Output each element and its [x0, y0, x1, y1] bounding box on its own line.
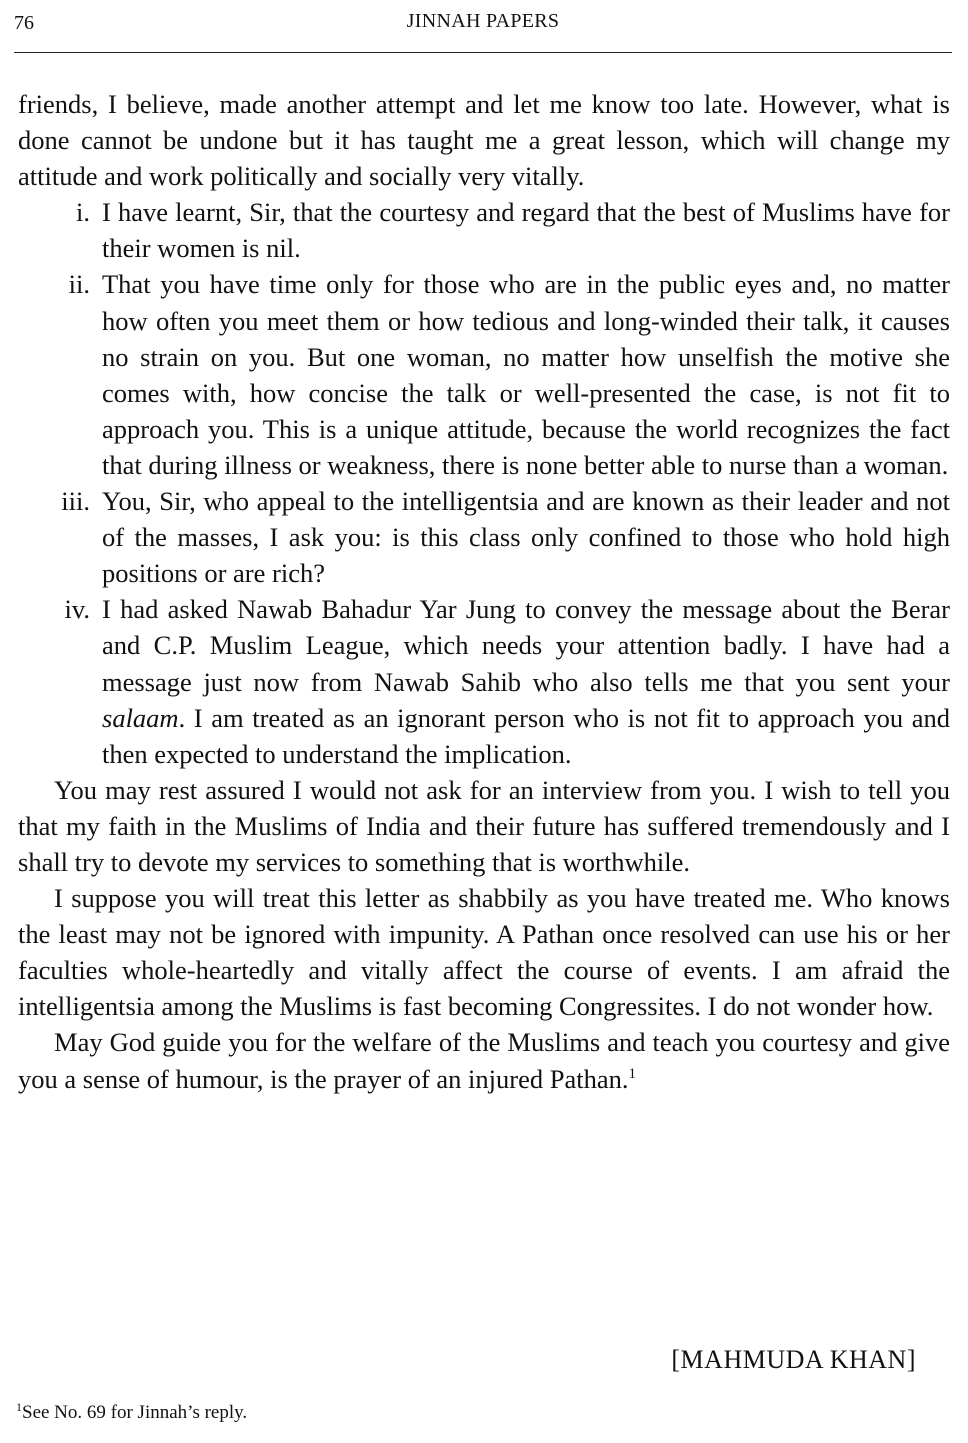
opening-paragraph: friends, I believe, made another attempt and let me know too late. However, what is done cannot be undone but it has taught me a great lesson, which will change my attitude and work politically and socially very vitally.: [18, 89, 950, 192]
list-item-text: I have learnt, Sir, that the courtesy and regard that the best of Muslims have for their women is nil.: [102, 197, 950, 264]
footnote-text: See No. 69 for Jinnah’s reply.: [22, 1402, 248, 1423]
running-head: JINNAH PAPERS: [406, 10, 560, 32]
paragraph: You may rest assured I would not ask for an interview from you. I wish to tell you that my faith in the Muslims of India and their future has suffered tremendously and I shall try to devote my services to something that is worthwhile.: [18, 774, 950, 877]
page-number: 76: [14, 12, 34, 34]
letter-body: [18, 86, 950, 1097]
list-item: [18, 266, 950, 483]
closing-text: May God guide you for the welfare of the Muslims and teach you courtesy and give you a sense of humour, is the prayer of an injured Pathan.: [18, 1027, 950, 1094]
footnote-reference[interactable]: 1: [628, 1065, 636, 1082]
list-item-text-before: I had asked Nawab Bahadur Yar Jung to convey the message about the Berar and C.P. Muslim League, which needs your attention badly. I have had a message just now from Nawab Sahib who also tells me that you sent your: [102, 594, 950, 697]
closing-paragraph: [18, 1024, 950, 1096]
header-rule: [14, 52, 952, 53]
signature: [MAHMUDA KHAN]: [671, 1345, 916, 1374]
list-item: [18, 483, 950, 591]
list-marker: ii.: [68, 269, 90, 300]
list-item-text: That you have time only for those who are in the public eyes and, no matter how often you meet them or how tedious and long-winded their talk, it causes no strain on you. But one woman, no matter how unselfish the motive she comes with, how concise the talk or well-presented the case, is not fit to approach you. This is a unique attitude, because the world recognizes the fact that during illness or weakness, there is none better able to nurse than a woman.: [102, 269, 950, 480]
list-marker: i.: [76, 197, 90, 228]
list-item-text: You, Sir, who appeal to the intelligentsia and are known as their leader and not of the masses, I ask you: is this class only confined to those who hold high positions or are rich?: [102, 486, 950, 589]
list-item-text-after: . I am treated as an ignorant person who is not fit to approach you and then expected to understand the implication.: [102, 702, 950, 769]
numbered-list: [18, 194, 950, 772]
footnote: [16, 1402, 247, 1424]
footnote-mark: 1: [16, 1400, 22, 1414]
list-item: [18, 194, 950, 266]
italic-word: salaam: [102, 702, 179, 733]
paragraph: I suppose you will treat this letter as shabbily as you have treated me. Who knows the least may not be ignored with impunity. A Pathan once resolved can use his or her faculties whole-heartedly and vitally affect the course of events. I am afraid the intelligentsia among the Muslims is fast becoming Congressites. I do not wonder how.: [18, 883, 950, 1022]
page-header: [14, 8, 952, 44]
list-marker: iii.: [61, 486, 90, 517]
list-item: [18, 591, 950, 771]
list-marker: iv.: [64, 594, 90, 625]
